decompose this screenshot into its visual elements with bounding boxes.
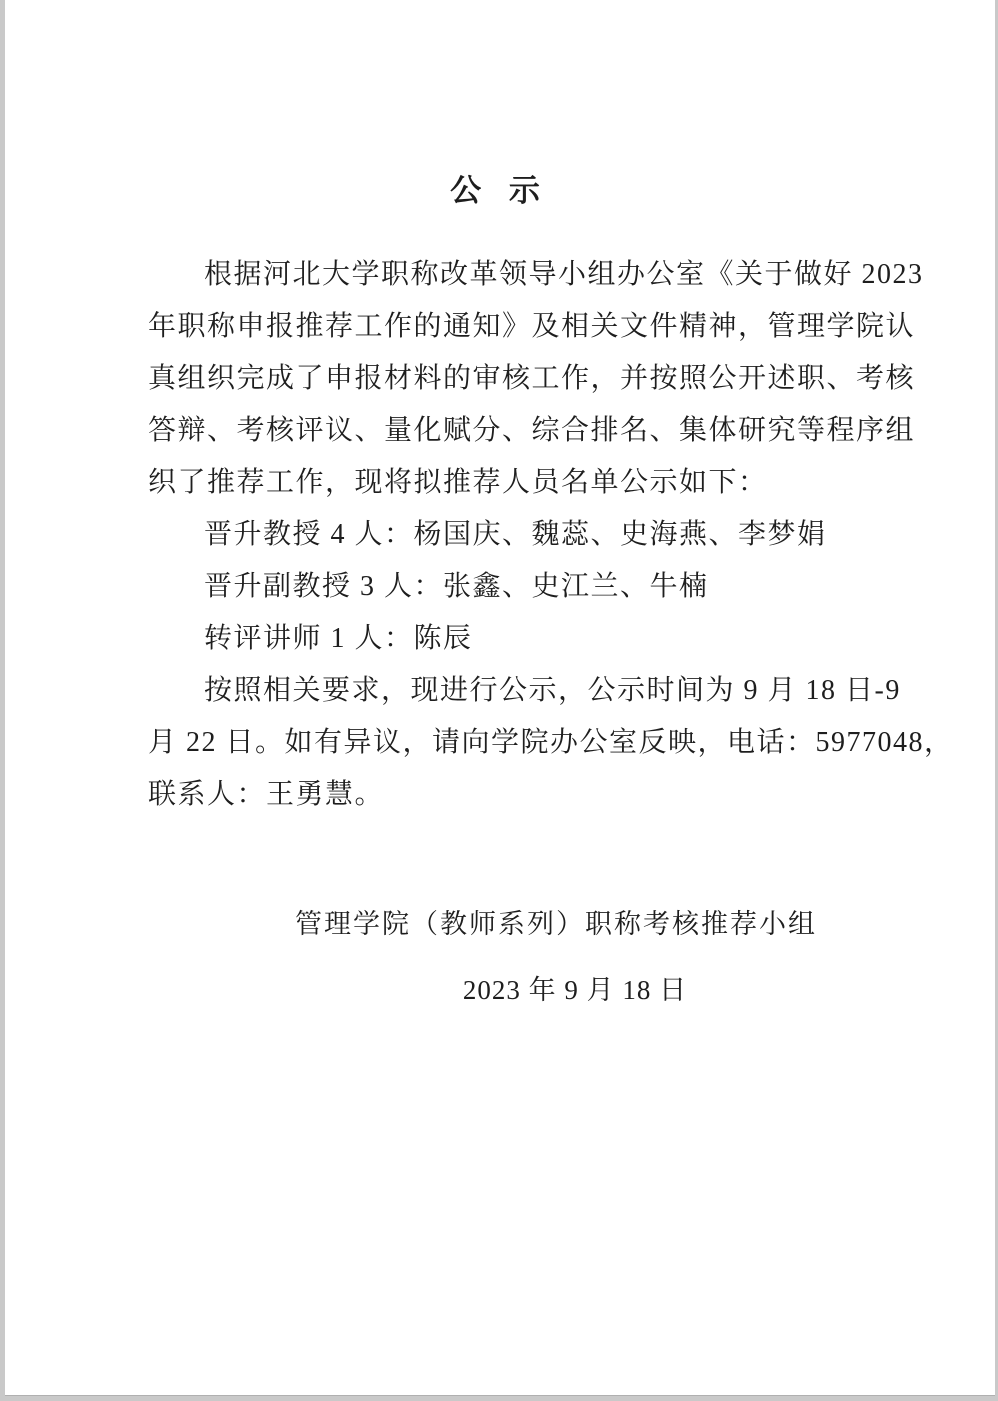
date-line: 2023 年 9 月 18 日: [462, 975, 688, 1005]
document-line: 答辩、考核评议、量化赋分、综合排名、集体研究等程序组: [148, 415, 916, 446]
document-line: 真组织完成了申报材料的审核工作，并按照公开述职、考核: [148, 363, 916, 394]
document-line: 织了推荐工作，现将拟推荐人员名单公示如下：: [148, 467, 768, 498]
signature-line: 管理学院（教师系列）职称考核推荐小组: [295, 909, 817, 939]
document-line: 联系人：王勇慧。: [148, 779, 385, 810]
document-title: 公 示: [450, 173, 550, 208]
document-line: 年职称申报推荐工作的通知》及相关文件精神，管理学院认: [148, 311, 916, 342]
document-body: [148, 249, 954, 821]
document-line-transfer-lecturer: 转评讲师 1 人：陈辰: [204, 623, 473, 654]
document-line-promotion-professor: 晋升教授 4 人：杨国庆、魏蕊、史海燕、李梦娟: [204, 519, 827, 550]
document-line: 月 22 日。如有异议，请向学院办公室反映，电话：5977048，: [148, 727, 954, 758]
document-line: 根据河北大学职称改革领导小组办公室《关于做好 2023: [204, 259, 924, 290]
document-line: 按照相关要求，现进行公示，公示时间为 9 月 18 日-9: [204, 675, 901, 706]
document-page: [5, 0, 995, 1396]
document-line-promotion-associate-professor: 晋升副教授 3 人：张鑫、史江兰、牛楠: [204, 571, 709, 602]
